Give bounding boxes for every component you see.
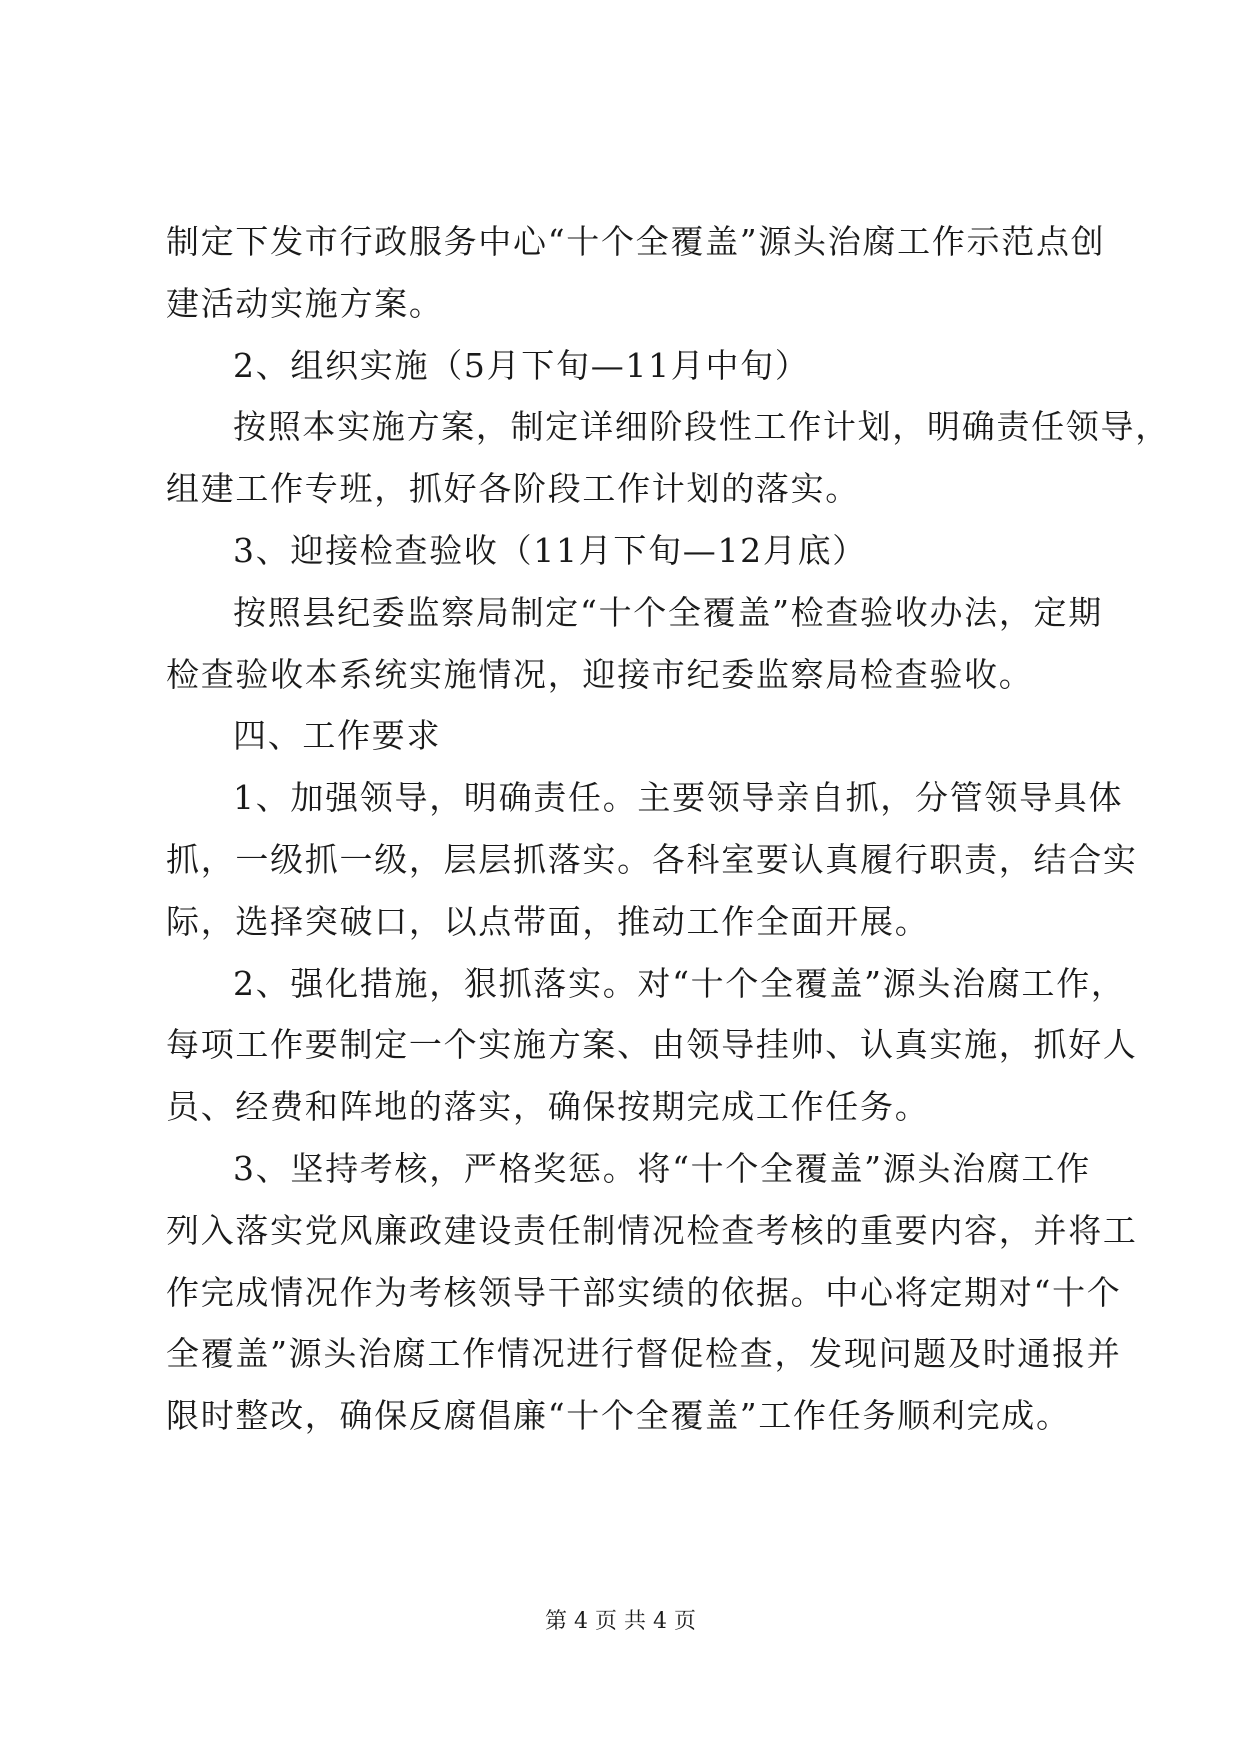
text-line: 3、坚持考核，严格奖惩。将“十个全覆盖”源头治腐工作 bbox=[233, 1148, 1091, 1188]
text-line: 1、加强领导，明确责任。主要领导亲自抓，分管领导具体 bbox=[233, 778, 1124, 818]
text-line: 全覆盖”源头治腐工作情况进行督促检查，发现问题及时通报并 bbox=[166, 1334, 1122, 1374]
text-line: 3、迎接检查验收（11月下旬—12月底） bbox=[233, 530, 867, 570]
text-line: 每项工作要制定一个实施方案、由领导挂帅、认真实施，抓好人 bbox=[166, 1025, 1138, 1065]
text-line: 制定下发市行政服务中心“十个全覆盖”源头治腐工作示范点创 bbox=[166, 222, 1106, 261]
text-line: 抓，一级抓一级，层层抓落实。各科室要认真履行职责，结合实 bbox=[166, 839, 1138, 879]
text-line: 按照县纪委监察局制定“十个全覆盖”检查验收办法，定期 bbox=[233, 592, 1103, 632]
text-line: 员、经费和阵地的落实，确保按期完成工作任务。 bbox=[166, 1087, 930, 1127]
text-line: 2、强化措施，狠抓落实。对“十个全覆盖”源头治腐工作， bbox=[233, 963, 1126, 1003]
text-line: 四、工作要求 bbox=[233, 716, 442, 756]
text-line: 组建工作专班，抓好各阶段工作计划的落实。 bbox=[166, 469, 860, 509]
text-line: 列入落实党风廉政建设责任制情况检查考核的重要内容，并将工 bbox=[166, 1210, 1138, 1250]
text-line: 检查验收本系统实施情况，迎接市纪委监察局检查验收。 bbox=[166, 654, 1034, 694]
text-line: 作完成情况作为考核领导干部实绩的依据。中心将定期对“十个 bbox=[166, 1272, 1122, 1312]
text-line: 按照本实施方案，制定详细阶段性工作计划，明确责任领导， bbox=[233, 407, 1170, 447]
text-line: 限时整改，确保反腐倡廉“十个全覆盖”工作任务顺利完成。 bbox=[166, 1396, 1071, 1436]
page-footer: 第 4 页 共 4 页 bbox=[545, 1609, 696, 1634]
text-line: 2、组织实施（5月下旬—11月中旬） bbox=[233, 345, 810, 385]
document-body bbox=[166, 222, 1170, 1458]
text-line: 建活动实施方案。 bbox=[166, 283, 444, 323]
text-line: 际，选择突破口，以点带面，推动工作全面开展。 bbox=[166, 901, 930, 941]
